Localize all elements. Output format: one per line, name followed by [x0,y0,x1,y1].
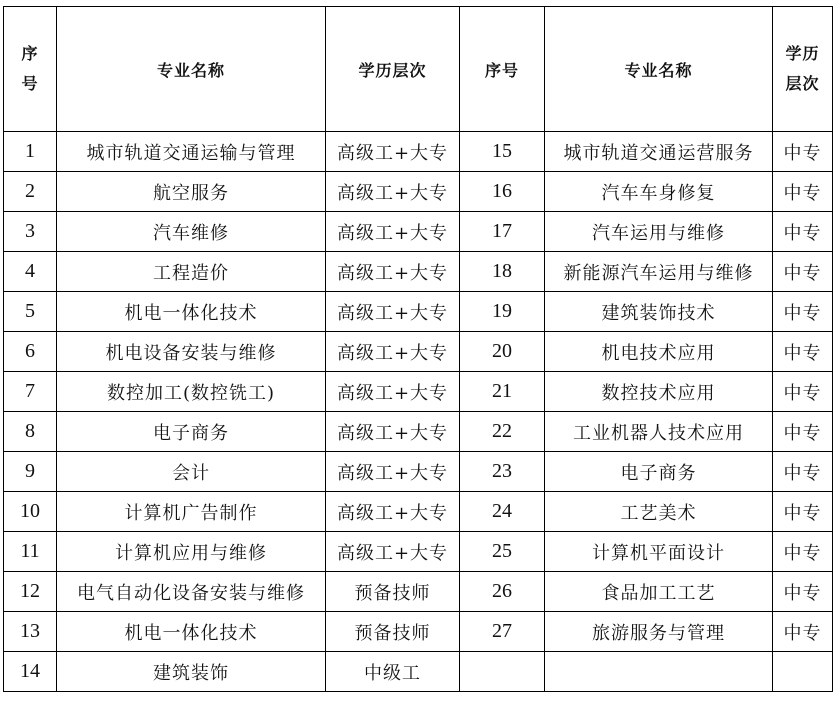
table-row [4,212,833,252]
left-seq-cell: 6 [4,332,57,372]
left-level-cell: 高级工+大专 [326,532,460,572]
header-level-right-line2: 层次 [785,74,820,93]
right-major-cell: 食品加工工艺 [545,572,773,612]
table-row [4,292,833,332]
right-seq-cell: 15 [460,132,545,172]
left-level-cell: 高级工+大专 [326,372,460,412]
right-major-cell: 汽车车身修复 [545,172,773,212]
left-major-cell: 汽车维修 [57,212,326,252]
right-major-cell [545,652,773,692]
left-major-cell: 机电一体化技术 [57,292,326,332]
table-row [4,252,833,292]
right-level-cell: 中专 [773,412,833,452]
right-major-cell: 计算机平面设计 [545,532,773,572]
left-major-cell: 建筑装饰 [57,652,326,692]
left-seq-cell: 9 [4,452,57,492]
table-row [4,652,833,692]
left-seq-cell: 2 [4,172,57,212]
left-level-cell: 高级工+大专 [326,132,460,172]
right-major-cell: 工业机器人技术应用 [545,412,773,452]
right-seq-cell: 24 [460,492,545,532]
right-seq-cell: 17 [460,212,545,252]
header-seq-left-line2: 号 [21,74,39,93]
left-seq-cell: 1 [4,132,57,172]
right-major-cell: 工艺美术 [545,492,773,532]
left-major-cell: 城市轨道交通运输与管理 [57,132,326,172]
left-seq-cell: 12 [4,572,57,612]
left-level-cell: 高级工+大专 [326,412,460,452]
left-seq-cell: 11 [4,532,57,572]
table-row [4,612,833,652]
header-row [4,7,833,132]
table-row [4,372,833,412]
right-major-cell: 汽车运用与维修 [545,212,773,252]
left-seq-cell: 7 [4,372,57,412]
header-seq-right: 序号 [460,7,545,132]
right-level-cell: 中专 [773,292,833,332]
right-major-cell: 电子商务 [545,452,773,492]
table-row [4,132,833,172]
table-row [4,572,833,612]
right-level-cell: 中专 [773,492,833,532]
left-seq-cell: 14 [4,652,57,692]
right-seq-cell: 27 [460,612,545,652]
right-level-cell: 中专 [773,372,833,412]
header-seq-left [4,7,57,132]
right-seq-cell: 25 [460,532,545,572]
left-level-cell: 高级工+大专 [326,172,460,212]
left-major-cell: 数控加工(数控铣工) [57,372,326,412]
left-seq-cell: 4 [4,252,57,292]
right-seq-cell: 19 [460,292,545,332]
table-row [4,172,833,212]
table-row [4,532,833,572]
right-level-cell: 中专 [773,452,833,492]
left-major-cell: 电气自动化设备安装与维修 [57,572,326,612]
right-level-cell [773,652,833,692]
right-seq-cell: 18 [460,252,545,292]
left-level-cell: 预备技师 [326,572,460,612]
right-major-cell: 机电技术应用 [545,332,773,372]
right-major-cell: 建筑装饰技术 [545,292,773,332]
majors-table [3,6,833,692]
left-major-cell: 机电一体化技术 [57,612,326,652]
right-level-cell: 中专 [773,612,833,652]
left-major-cell: 电子商务 [57,412,326,452]
header-level-right-line1: 学历 [785,44,820,63]
right-seq-cell: 23 [460,452,545,492]
header-level-left: 学历层次 [326,7,460,132]
left-major-cell: 计算机应用与维修 [57,532,326,572]
right-major-cell: 数控技术应用 [545,372,773,412]
left-seq-cell: 3 [4,212,57,252]
left-level-cell: 高级工+大专 [326,212,460,252]
right-level-cell: 中专 [773,532,833,572]
left-level-cell: 高级工+大专 [326,452,460,492]
right-level-cell: 中专 [773,132,833,172]
right-seq-cell: 16 [460,172,545,212]
right-major-cell: 新能源汽车运用与维修 [545,252,773,292]
table-row [4,332,833,372]
left-major-cell: 机电设备安装与维修 [57,332,326,372]
left-major-cell: 工程造价 [57,252,326,292]
right-seq-cell: 26 [460,572,545,612]
left-seq-cell: 13 [4,612,57,652]
header-level-right [773,7,833,132]
right-level-cell: 中专 [773,332,833,372]
header-name-left: 专业名称 [57,7,326,132]
left-level-cell: 高级工+大专 [326,492,460,532]
header-name-right: 专业名称 [545,7,773,132]
right-seq-cell [460,652,545,692]
left-level-cell: 高级工+大专 [326,292,460,332]
left-level-cell: 高级工+大专 [326,252,460,292]
left-seq-cell: 8 [4,412,57,452]
right-seq-cell: 20 [460,332,545,372]
left-major-cell: 航空服务 [57,172,326,212]
left-level-cell: 预备技师 [326,612,460,652]
left-major-cell: 会计 [57,452,326,492]
left-level-cell: 高级工+大专 [326,332,460,372]
header-seq-left-line1: 序 [21,44,39,63]
right-level-cell: 中专 [773,172,833,212]
table-row [4,492,833,532]
right-level-cell: 中专 [773,212,833,252]
right-seq-cell: 21 [460,372,545,412]
left-seq-cell: 10 [4,492,57,532]
right-level-cell: 中专 [773,252,833,292]
right-major-cell: 旅游服务与管理 [545,612,773,652]
right-seq-cell: 22 [460,412,545,452]
left-level-cell: 中级工 [326,652,460,692]
table-row [4,452,833,492]
left-major-cell: 计算机广告制作 [57,492,326,532]
right-major-cell: 城市轨道交通运营服务 [545,132,773,172]
left-seq-cell: 5 [4,292,57,332]
right-level-cell: 中专 [773,572,833,612]
table-row [4,412,833,452]
